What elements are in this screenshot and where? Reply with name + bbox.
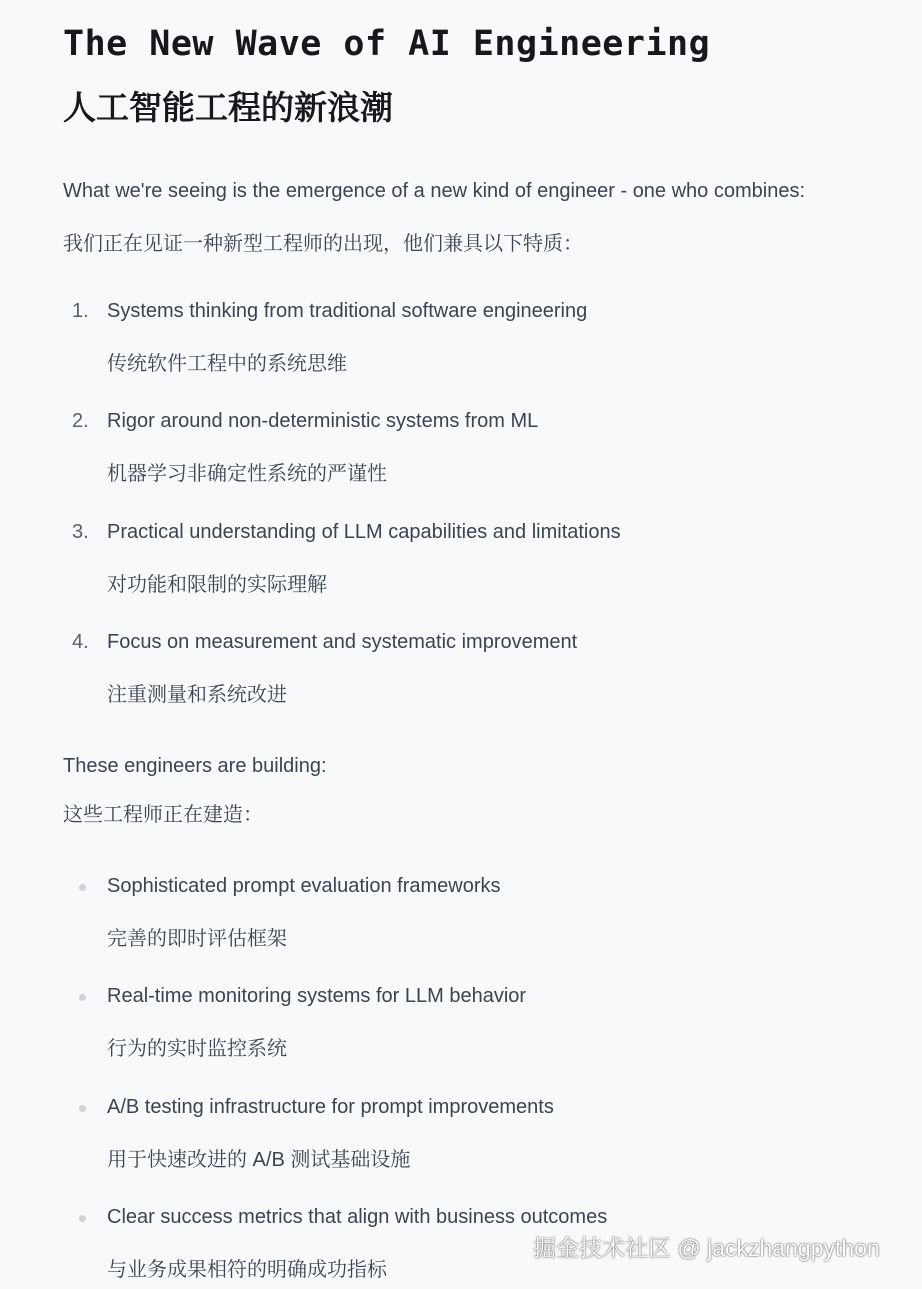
bullet-icon: [79, 1105, 86, 1112]
list-item-en: Sophisticated prompt evaluation frameworks: [107, 875, 501, 897]
list-item-zh: 注重测量和系统改进: [107, 684, 287, 706]
list-item-zh: 传统软件工程中的系统思维: [107, 353, 347, 375]
intro-text-en: What we're seeing is the emergence of a new kind of engineer - one who combines:: [63, 180, 806, 202]
list-item-en: Rigor around non-deterministic systems from ML: [107, 410, 539, 432]
bullet-icon: [79, 1215, 86, 1222]
list-number: 1.: [72, 300, 89, 322]
list-item-en: Systems thinking from traditional software engineering: [107, 300, 588, 322]
list-number: 4.: [72, 631, 89, 653]
bullet-icon: [79, 994, 86, 1001]
list-item-en: Real-time monitoring systems for LLM behavior: [107, 985, 527, 1007]
list-item-zh: 用于快速改进的 A/B 测试基础设施: [107, 1149, 411, 1171]
list-item-zh: 对功能和限制的实际理解: [107, 574, 327, 596]
list-number: 3.: [72, 521, 89, 543]
page-title-en: The New Wave of AI Engineering: [63, 24, 711, 64]
intro-text-zh: 我们正在见证一种新型工程师的出现，他们兼具以下特质：: [63, 233, 583, 255]
list-number: 2.: [72, 410, 89, 432]
bullet-icon: [79, 884, 86, 891]
page-title-zh: 人工智能工程的新浪潮: [63, 88, 393, 127]
list-item-zh: 行为的实时监控系统: [107, 1038, 287, 1060]
list-item-zh: 机器学习非确定性系统的严谨性: [107, 463, 387, 485]
building-text-en: These engineers are building:: [63, 755, 327, 777]
list-item-en: Clear success metrics that align with business outcomes: [107, 1206, 608, 1228]
list-item-en: Practical understanding of LLM capabilities and limitations: [107, 521, 621, 543]
list-item-zh: 与业务成果相符的明确成功指标: [107, 1259, 387, 1281]
list-item-en: Focus on measurement and systematic improvement: [107, 631, 578, 653]
watermark: 掘金技术社区 @ jackzhangpython: [533, 1235, 880, 1261]
list-item-zh: 完善的即时评估框架: [107, 928, 287, 950]
list-item-en: A/B testing infrastructure for prompt improvements: [107, 1096, 554, 1118]
building-text-zh: 这些工程师正在建造：: [63, 804, 263, 826]
